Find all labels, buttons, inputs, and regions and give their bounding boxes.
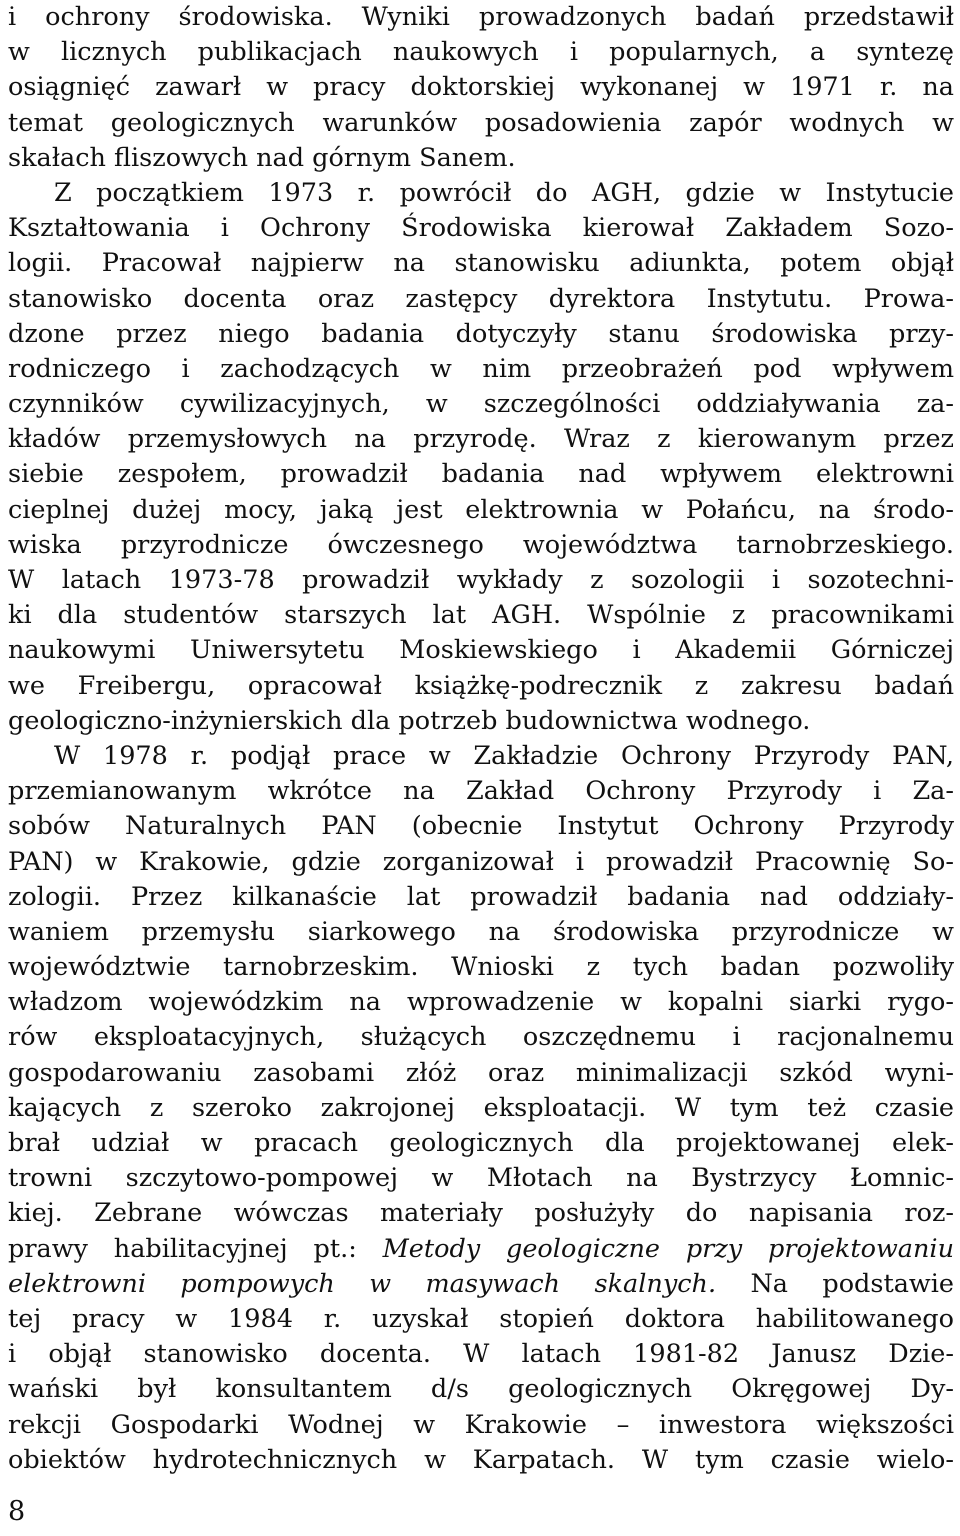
text-line — [8, 774, 954, 809]
text-line-content: i objął stanowisko docenta. W latach 1981-82 Janusz Dzie- — [8, 1339, 954, 1370]
text-line — [8, 845, 954, 880]
text-line-content: rów eksploatacyjnych, służących oszczędnemu i racjonalnemu — [8, 1022, 954, 1053]
text-line-content: osiągnięć zawarł w pracy doktorskiej wykonanej w 1971 r. na — [8, 72, 954, 103]
text-line-content: województwie tarnobrzeskim. Wnioski z tych badan pozwoliły — [8, 952, 954, 983]
text-line-content: trowni szczytowo-pompowej w Młotach na Bystrzycy Łomnic- — [8, 1163, 954, 1194]
text-line — [8, 1372, 954, 1407]
text-line — [8, 246, 954, 281]
text-line-content: we Freibergu, opracował książkę-podrecznik z zakresu badań — [8, 670, 954, 701]
text-line — [8, 1232, 954, 1267]
text-line-content: Z początkiem 1973 r. powrócił do AGH, gdzie w Instytucie — [54, 177, 954, 208]
text-line — [8, 1302, 954, 1337]
text-line-content: w licznych publikacjach naukowych i popularnych, a syntezę — [8, 37, 954, 68]
text-line — [8, 598, 954, 633]
text-line-content: cieplnej dużej mocy, jaką jest elektrownia w Połańcu, na środo- — [8, 494, 954, 525]
body-text — [8, 0, 954, 1478]
text-line — [8, 1091, 954, 1126]
text-line-content: wański był konsultantem d/s geologicznych Okręgowej Dy- — [8, 1374, 954, 1405]
text-line — [8, 1161, 954, 1196]
text-line-content: czynników cywilizacyjnych, w szczególności oddziaływania za- — [8, 389, 954, 420]
text-line-content: tej pracy w 1984 r. uzyskał stopień doktora habilitowanego — [8, 1303, 954, 1334]
text-line-content: ki dla studentów starszych lat AGH. Wspólnie z pracownikami — [8, 600, 954, 631]
text-line — [8, 809, 954, 844]
text-line — [8, 317, 954, 352]
text-line-content: sobów Naturalnych PAN (obecnie Instytut Ochrony Przyrody — [8, 811, 954, 842]
text-line-content: W 1978 r. podjął prace w Zakładzie Ochrony Przyrody PAN, — [54, 740, 954, 771]
text-line-content: obiektów hydrotechnicznych w Karpatach. W tym czasie wielo- — [8, 1444, 954, 1475]
text-line — [8, 0, 954, 35]
text-line — [8, 915, 954, 950]
text-line-content: władzom wojewódzkim na wprowadzenie w kopalni siarki rygo- — [8, 987, 954, 1018]
text-line — [8, 704, 954, 739]
text-line-content: zologii. Przez kilkanaście lat prowadził badania nad oddziały- — [8, 881, 954, 912]
text-line — [8, 422, 954, 457]
text-line-content: wiska przyrodnicze ówczesnego województwa tarnobrzeskiego. — [8, 529, 954, 560]
text-line — [8, 1056, 954, 1091]
text-line — [8, 141, 954, 176]
page-number: 8 — [8, 1496, 26, 1527]
text-line-content: geologiczno-inżynierskich dla potrzeb budownictwa wodnego. — [8, 705, 811, 736]
text-line — [8, 880, 954, 915]
text-line — [8, 950, 954, 985]
text-line — [8, 1443, 954, 1478]
text-line — [8, 1337, 954, 1372]
text-line — [8, 985, 954, 1020]
text-line — [8, 282, 954, 317]
text-line-content: siebie zespołem, prowadził badania nad wpływem elektrowni — [8, 459, 954, 490]
text-line-content: stanowisko docenta oraz zastępcy dyrektora Instytutu. Prowa- — [8, 283, 954, 314]
text-line — [8, 633, 954, 668]
text-line-content: kładów przemysłowych na przyrodę. Wraz z kierowanym przez — [8, 424, 954, 455]
text-line-content: PAN) w Krakowie, gdzie zorganizował i prowadził Pracownię So- — [8, 846, 954, 877]
text-line — [8, 70, 954, 105]
text-line-content: przemianowanym wkrótce na Zakład Ochrony Przyrody i Za- — [8, 776, 954, 807]
text-line — [8, 35, 954, 70]
italic-title: elektrowni pompowych w masywach skalnych. — [8, 1268, 717, 1299]
text-line — [8, 1196, 954, 1231]
text-line — [8, 563, 954, 598]
text-line-content: prawy habilitacyjnej pt.: — [8, 1233, 383, 1264]
text-line-content: Na podstawie — [716, 1268, 954, 1299]
text-line — [8, 1126, 954, 1161]
text-line-content: brał udział w pracach geologicznych dla projektowanej elek- — [8, 1128, 954, 1158]
text-line-content: naukowymi Uniwersytetu Moskiewskiego i Akademii Górniczej — [8, 635, 954, 666]
text-line-content: kiej. Zebrane wówczas materiały posłużyły do napisania roz- — [8, 1198, 954, 1229]
text-line — [8, 457, 954, 492]
text-line — [8, 493, 954, 528]
text-line-content: rekcji Gospodarki Wodnej w Krakowie – inwestora większości — [8, 1409, 954, 1440]
text-line — [8, 1020, 954, 1055]
text-line-content: waniem przemysłu siarkowego na środowiska przyrodnicze w — [8, 916, 954, 947]
text-line — [8, 106, 954, 141]
text-line — [8, 739, 954, 774]
text-line-content: temat geologicznych warunków posadowienia zapór wodnych w — [8, 107, 954, 138]
text-line — [8, 176, 954, 211]
text-line-content: skałach fliszowych nad górnym Sanem. — [8, 142, 516, 173]
text-line-content: W latach 1973-78 prowadził wykłady z sozologii i sozotechni- — [8, 565, 954, 595]
text-line-content: kających z szeroko zakrojonej eksploatacji. W tym też czasie — [8, 1092, 954, 1123]
text-line-content: logii. Pracował najpierw na stanowisku adiunkta, potem objął — [8, 248, 954, 279]
text-line — [8, 528, 954, 563]
text-line — [8, 352, 954, 387]
text-line — [8, 387, 954, 422]
text-line — [8, 1408, 954, 1443]
text-line-content: gospodarowaniu zasobami złóż oraz minimalizacji szkód wyni- — [8, 1057, 954, 1088]
text-line — [8, 211, 954, 246]
text-line-content: dzone przez niego badania dotyczyły stanu środowiska przy- — [8, 318, 954, 349]
text-line — [8, 669, 954, 704]
text-line-content: Kształtowania i Ochrony Środowiska kierował Zakładem Sozo- — [8, 213, 954, 244]
italic-title: Metody geologiczne przy projektowaniu — [382, 1233, 954, 1264]
text-line-content: rodniczego i zachodzących w nim przeobrażeń pod wpływem — [8, 353, 954, 384]
text-line-content: i ochrony środowiska. Wyniki prowadzonych badań przedstawił — [8, 2, 954, 32]
text-line — [8, 1267, 954, 1302]
